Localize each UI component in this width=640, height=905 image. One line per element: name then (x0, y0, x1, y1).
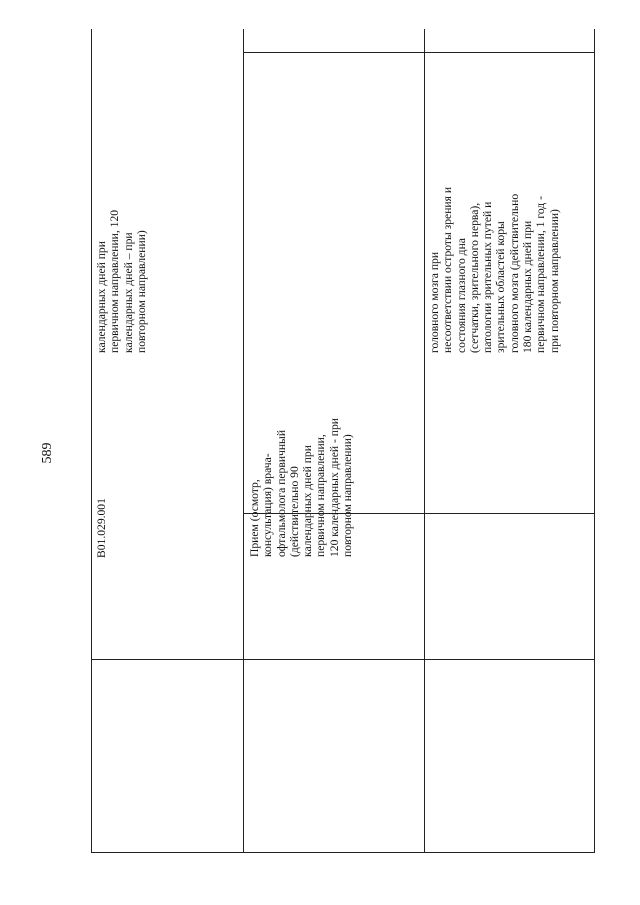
cont-service-detail: календарных дней при первичном направлении, 120 календарных дней – при повторном направлении) (95, 209, 148, 353)
col-divider (91, 29, 92, 853)
col-divider (594, 29, 595, 853)
row-divider (91, 659, 594, 660)
table-border-top (91, 852, 594, 853)
col-divider (424, 29, 425, 853)
rotated-table (91, 29, 594, 853)
col-divider (243, 29, 244, 853)
page-number: 589 (40, 442, 55, 464)
row-divider (243, 52, 594, 53)
ophth-service-name-text: Прием (осмотр, консультация) врача- офтальмолога первичный (действительно 90 календарных дней при первичном направлении, 120 календарных дней - при повторном направлении) (248, 418, 355, 557)
cont-diag-desc: головного мозга при несоответствии остроты зрения и состояния глазного дна (сетчатки, зрительного нерва), патологии зрительных путей и зрительных областей коры головного мозга (действительно 180 календарных дней при первичном направлении, 1 год - при повторном направлении) (428, 186, 561, 353)
ophth-service-code: B01.029.001 (95, 498, 108, 558)
